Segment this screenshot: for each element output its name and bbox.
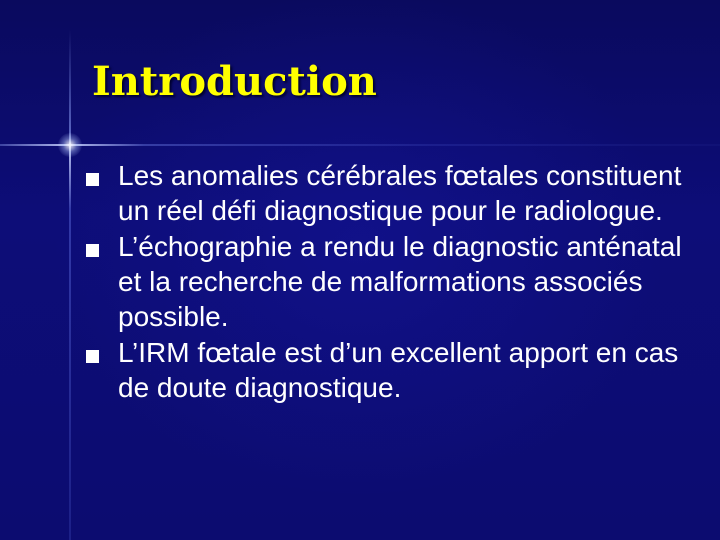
slide-title: Introduction (92, 58, 377, 105)
bullet-text: L’IRM fœtale est d’un excellent apport en cas de doute diagnostique. (118, 337, 679, 403)
decorative-vertical-line (69, 30, 71, 540)
decorative-horizontal-line (0, 144, 720, 146)
bullet-item (84, 229, 704, 334)
square-bullet-icon (86, 173, 99, 186)
bullet-item (84, 158, 704, 228)
bullet-text: L’échographie a rendu le diagnostic anténatal et la recherche de malformations associés possible. (118, 231, 682, 332)
square-bullet-icon (86, 350, 99, 363)
bullet-item (84, 335, 704, 405)
decorative-sparkle (58, 133, 82, 157)
bullet-text: Les anomalies cérébrales fœtales constituent un réel défi diagnostique pour le radiologue. (118, 160, 682, 226)
bullet-list (84, 158, 704, 406)
square-bullet-icon (86, 244, 99, 257)
